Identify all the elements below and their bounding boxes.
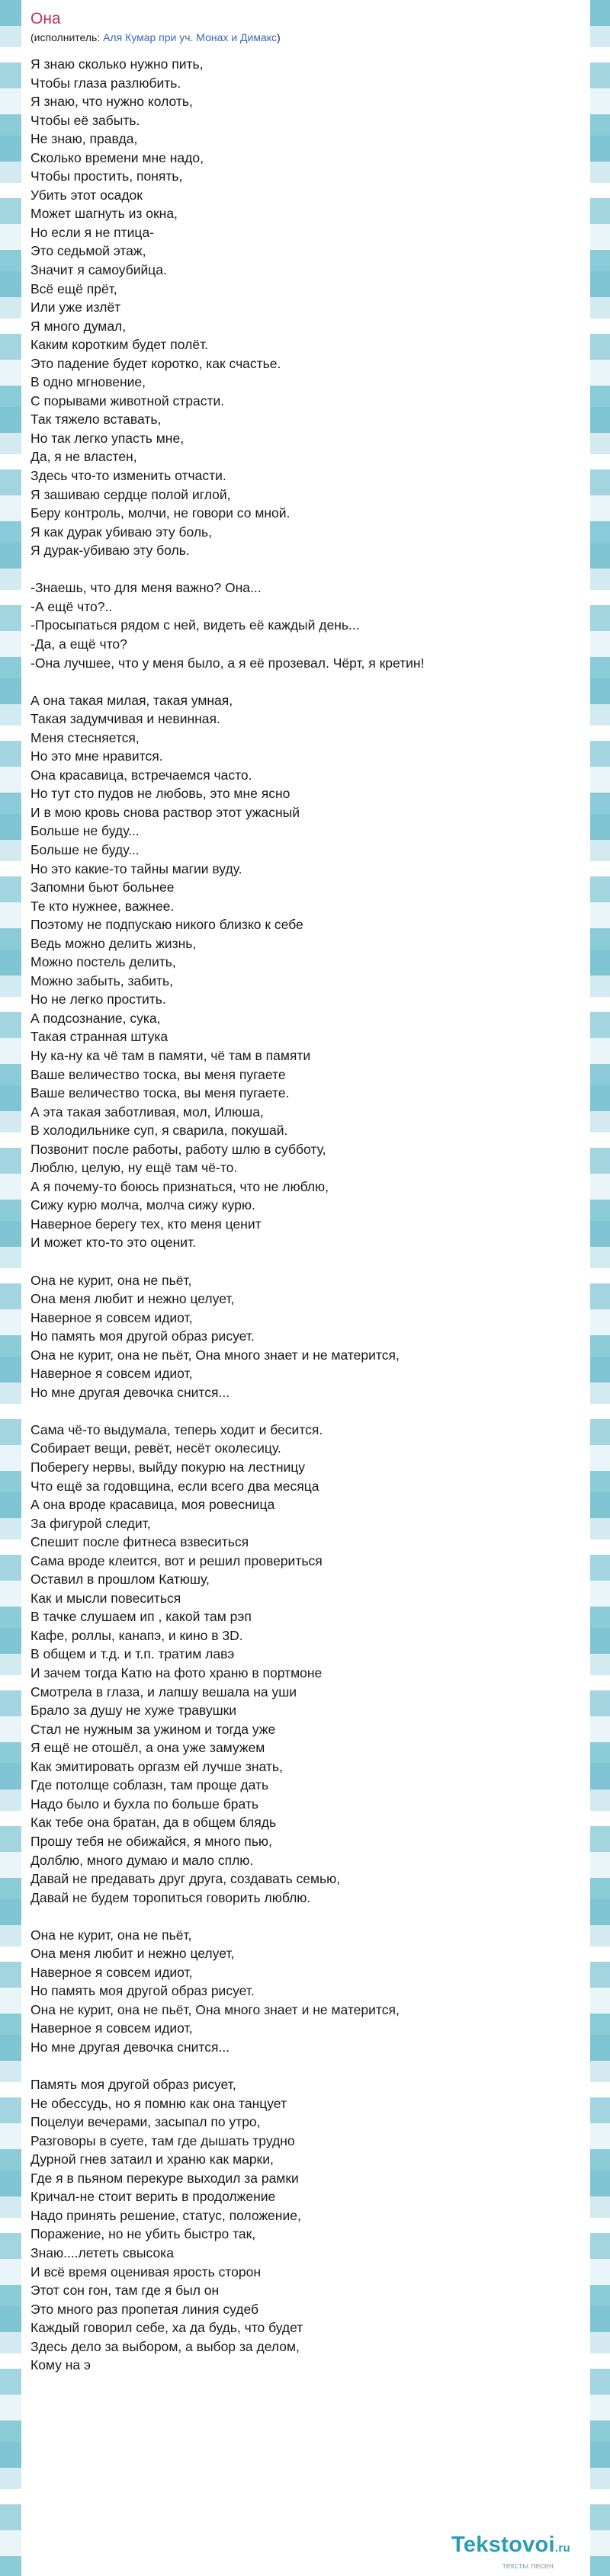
lyric-line: Но не легко простить. — [30, 992, 166, 1008]
lyric-line: Оставил в прошлом Катюшу, — [30, 1572, 210, 1588]
lyric-line: Поражение, но не убить быстро так, — [30, 2226, 256, 2242]
logo-tld: .ru — [554, 2542, 570, 2555]
lyric-line: Она не курит, она не пьёт, Она много знает и не матерится, — [30, 2001, 400, 2017]
lyric-line: Каким коротким будет полёт. — [30, 337, 209, 353]
lyric-line: Но если я не птица- — [30, 224, 155, 240]
performer-line — [30, 30, 564, 44]
lyric-line: А я почему-то боюсь признаться, что не люблю, — [30, 1178, 329, 1194]
lyric-line: Чтобы глаза разлюбить. — [30, 75, 181, 91]
lyric-line: Ваше величество тоска, вы меня пугаете — [30, 1066, 286, 1082]
lyric-line: Ваше величество тоска, вы меня пугаете. — [30, 1085, 290, 1101]
lyrics-page — [21, 0, 590, 2576]
lyric-line: Сколько времени мне надо, — [30, 149, 204, 165]
lyric-line: Давай не будем торопиться говорить люблю. — [30, 1889, 311, 1905]
lyric-line: Кому на э — [30, 2357, 91, 2373]
lyric-line: Кафе, роллы, канапэ, и кино в 3D. — [30, 1627, 243, 1643]
lyric-line: Я зашиваю сердце полой иглой, — [30, 486, 231, 502]
lyric-line: Но так легко упасть мне, — [30, 430, 185, 446]
lyric-line: -Просыпаться рядом с ней, видеть её каждый день... — [30, 617, 360, 633]
lyric-line: Те кто нужнее, важнее. — [30, 898, 175, 914]
lyric-line: Я как дурак убиваю эту боль, — [30, 524, 213, 540]
lyric-line: Но мне другая девочка снится... — [30, 2039, 230, 2055]
lyric-line: А она такая милая, такая умная, — [30, 692, 233, 708]
performer-prefix: (исполнитель: — [30, 31, 104, 43]
lyric-line: Значит я самоубийца. — [30, 262, 167, 278]
lyric-line: Где я в пьяном перекуре выходил за рамки — [30, 2170, 299, 2186]
lyric-line: Это много раз пропетая линия судеб — [30, 2301, 259, 2317]
lyric-line: Не обессудь, но я помню как она танцует — [30, 2095, 287, 2111]
stanza-break — [30, 1402, 564, 1421]
lyric-line: Как тебе она братан, да в общем блядь — [30, 1815, 277, 1831]
lyric-line: -Она лучшее, что у меня было, а я её прозевал. Чёрт, я кретин! — [30, 655, 425, 671]
lyric-line: Память моя другой образ рисует, — [30, 2077, 236, 2093]
lyric-line: Может шагнуть из окна, — [30, 206, 178, 222]
lyric-line: Собирает вещи, ревёт, несёт околесицу. — [30, 1440, 281, 1456]
lyric-line: Наверное берегу тех, кто меня ценит — [30, 1216, 262, 1232]
lyric-line: И в мою кровь снова раствор этот ужасный — [30, 804, 300, 820]
lyric-line: И зачем тогда Катю на фото храню в портмоне — [30, 1665, 323, 1681]
lyric-line: Позвонит после работы, работу шлю в субботу, — [30, 1141, 326, 1157]
lyric-line: Это седьмой этаж, — [30, 243, 146, 259]
lyric-line: Она не курит, она не пьёт, — [30, 1272, 192, 1288]
lyric-line: Стал не нужным за ужином и тогда уже — [30, 1721, 276, 1737]
lyric-line: Я ещё не отошёл, а она уже замужем — [30, 1740, 265, 1756]
lyric-line: Долблю, много думаю и мало сплю. — [30, 1852, 254, 1868]
lyric-line: Поберегу нервы, выйду покурю на лестницу — [30, 1459, 306, 1475]
lyric-line: Надо было и бухла по больше брать — [30, 1796, 259, 1812]
logo-wordmark — [395, 2532, 570, 2562]
lyric-line: Беру контроль, молчи, не говори со мной. — [30, 505, 291, 521]
stanza-break — [30, 2057, 564, 2076]
lyric-line: Больше не буду... — [30, 823, 140, 839]
lyric-line: И может кто-то это оценит. — [30, 1235, 197, 1251]
lyric-line: Сама вроде клеится, вот и решил провериться — [30, 1552, 323, 1568]
lyric-line: Я знаю, что нужно колоть, — [30, 94, 193, 110]
lyric-line: Этот сон гон, там где я был он — [30, 2283, 220, 2299]
lyric-line: Она не курит, она не пьёт, — [30, 1927, 192, 1943]
lyric-line: Где потолще соблазн, там проще дать — [30, 1777, 269, 1793]
lyric-line: Разговоры в суете, там где дышать трудно — [30, 2132, 295, 2148]
lyric-line: Но мне другая девочка снится... — [30, 1384, 230, 1400]
lyrics-text — [30, 55, 564, 2375]
lyric-line: В одно мгновение, — [30, 374, 146, 390]
lyric-line: -Да, а ещё что? — [30, 636, 127, 652]
lyric-line: Ну ка-ну ка чё там в памяти, чё там в памяти — [30, 1047, 311, 1063]
lyric-line: Я много думал, — [30, 318, 127, 334]
lyric-line: Она не курит, она не пьёт, Она много знает и не матерится, — [30, 1347, 400, 1363]
lyric-line: Чтобы её забыть. — [30, 112, 140, 128]
lyric-line: Она меня любит и нежно целует, — [30, 1946, 235, 1962]
lyric-line: Сама чё-то выдумала, теперь ходит и бесится. — [30, 1421, 323, 1437]
lyric-line: В тачке слушаем ип , какой там рэп — [30, 1609, 252, 1625]
lyric-line: Можно постель делить, — [30, 954, 176, 970]
lyric-line: Меня стесняется, — [30, 729, 140, 745]
lyric-line: Наверное я совсем идиот, — [30, 1366, 193, 1382]
lyric-line: Давай не предавать друг друга, создавать семью, — [30, 1871, 341, 1887]
lyric-line: Она красавица, встречаемся часто. — [30, 767, 252, 783]
lyric-line: Кричал-не стоит верить в продолжение — [30, 2189, 276, 2205]
lyric-line: Что ещё за годовщина, если всего два месяца — [30, 1478, 319, 1494]
right-decorative-border — [590, 0, 610, 2576]
lyric-line: За фигурой следит, — [30, 1515, 151, 1531]
song-title: Она — [30, 10, 61, 27]
lyric-line: Здесь дело за выбором, а выбор за делом, — [30, 2338, 300, 2354]
lyric-line: Да, я не властен, — [30, 449, 137, 465]
lyric-line: -А ещё что?.. — [30, 598, 113, 614]
lyric-line: Как эмитировать оргазм ей лучше знать, — [30, 1758, 283, 1774]
lyric-line: Сижу курю молча, молча сижу курю. — [30, 1197, 255, 1213]
lyric-line: А эта такая заботливая, мол, Илюша, — [30, 1104, 264, 1120]
lyric-line: Чтобы простить, понять, — [30, 168, 183, 184]
song-content — [30, 8, 564, 2375]
stanza-break — [30, 560, 564, 579]
stanza-break — [30, 1252, 564, 1271]
site-logo[interactable] — [395, 2532, 570, 2571]
lyric-line: Можно забыть, забить, — [30, 972, 174, 988]
lyric-line: Люблю, целую, ну ещё там чё-то. — [30, 1160, 238, 1176]
lyric-line: Спешит после фитнеса взвеситься — [30, 1534, 249, 1550]
stanza-break — [30, 1907, 564, 1926]
lyric-line: Но память моя другой образ рисует. — [30, 1983, 255, 1999]
lyric-line: Но это какие-то тайны магии вуду. — [30, 860, 242, 876]
lyric-line: Каждый говорил себе, ха да будь, что будет — [30, 2320, 303, 2336]
lyric-line: Я дурак-убиваю эту боль. — [30, 543, 190, 559]
lyric-line: С порывами животной страсти. — [30, 392, 225, 409]
lyric-line: Всё ещё прёт, — [30, 280, 117, 296]
lyric-line: Надо принять решение, статус, положение, — [30, 2207, 301, 2223]
lyric-line: Такая странная штука — [30, 1029, 169, 1045]
lyric-line: Убить этот осадок — [30, 187, 143, 203]
lyric-line: Или уже излёт — [30, 300, 121, 316]
lyric-line: А подсознание, сука, — [30, 1010, 161, 1026]
logo-tagline: тексты песен — [502, 2562, 554, 2571]
stanza-break — [30, 672, 564, 691]
lyric-line: Это падение будет коротко, как счастье. — [30, 355, 281, 371]
lyric-line: В общем и т.д. и т.п. тратим лавэ — [30, 1646, 235, 1662]
lyric-line: Но память моя другой образ рисует. — [30, 1328, 255, 1344]
lyric-line: Не знаю, правда, — [30, 131, 138, 147]
left-decorative-border — [0, 0, 21, 2576]
lyric-line: Но тут сто пудов не любовь, это мне ясно — [30, 786, 291, 802]
performer-link[interactable]: Аля Кумар при уч. Монах и Димакс — [103, 31, 278, 43]
lyric-line: Брало за душу не хуже травушки — [30, 1703, 237, 1719]
lyric-line: Запомни бьют больнее — [30, 879, 175, 896]
lyric-line: Поцелуи вечерами, засыпал по утро, — [30, 2114, 261, 2130]
lyric-line: Дурной гнев затаил и храню как марки, — [30, 2151, 274, 2167]
lyric-line: Ведь можно делить жизнь, — [30, 935, 197, 951]
lyric-line: Здесь что-то изменить отчасти. — [30, 468, 226, 484]
performer-suffix: ) — [277, 31, 281, 43]
lyric-line: Но это мне нравится. — [30, 748, 163, 764]
lyric-line: И всё время оценивая ярость сторон — [30, 2264, 262, 2280]
lyric-line: Я знаю сколько нужно пить, — [30, 56, 204, 72]
lyric-line: Как и мысли повеситься — [30, 1590, 181, 1606]
lyric-line: Больше не буду... — [30, 841, 140, 857]
lyric-line: Поэтому не подпускаю никого близко к себе — [30, 917, 303, 933]
lyric-line: А она вроде красавица, моя ровесница — [30, 1497, 275, 1513]
lyric-line: -Знаешь, что для меня важно? Она... — [30, 580, 262, 596]
logo-name: Tekstovoi — [451, 2533, 555, 2557]
lyric-line: Так тяжело вставать, — [30, 412, 162, 428]
lyric-line: Она меня любит и нежно целует, — [30, 1291, 235, 1307]
lyric-line: Наверное я совсем идиот, — [30, 1309, 193, 1325]
lyric-line: Смотрела в глаза, и лапшу вешала на уши — [30, 1684, 297, 1700]
lyric-line: Знаю....лететь свысока — [30, 2244, 174, 2260]
lyric-line: Такая задумчивая и невинная. — [30, 711, 220, 727]
lyric-line: Прошу тебя не обижайся, я много пью, — [30, 1833, 272, 1849]
lyric-line: Наверное я совсем идиот, — [30, 1964, 193, 1980]
lyric-line: Наверное я совсем идиот, — [30, 2020, 193, 2036]
lyric-line: В холодильнике суп, я сварила, покушай. — [30, 1123, 288, 1139]
